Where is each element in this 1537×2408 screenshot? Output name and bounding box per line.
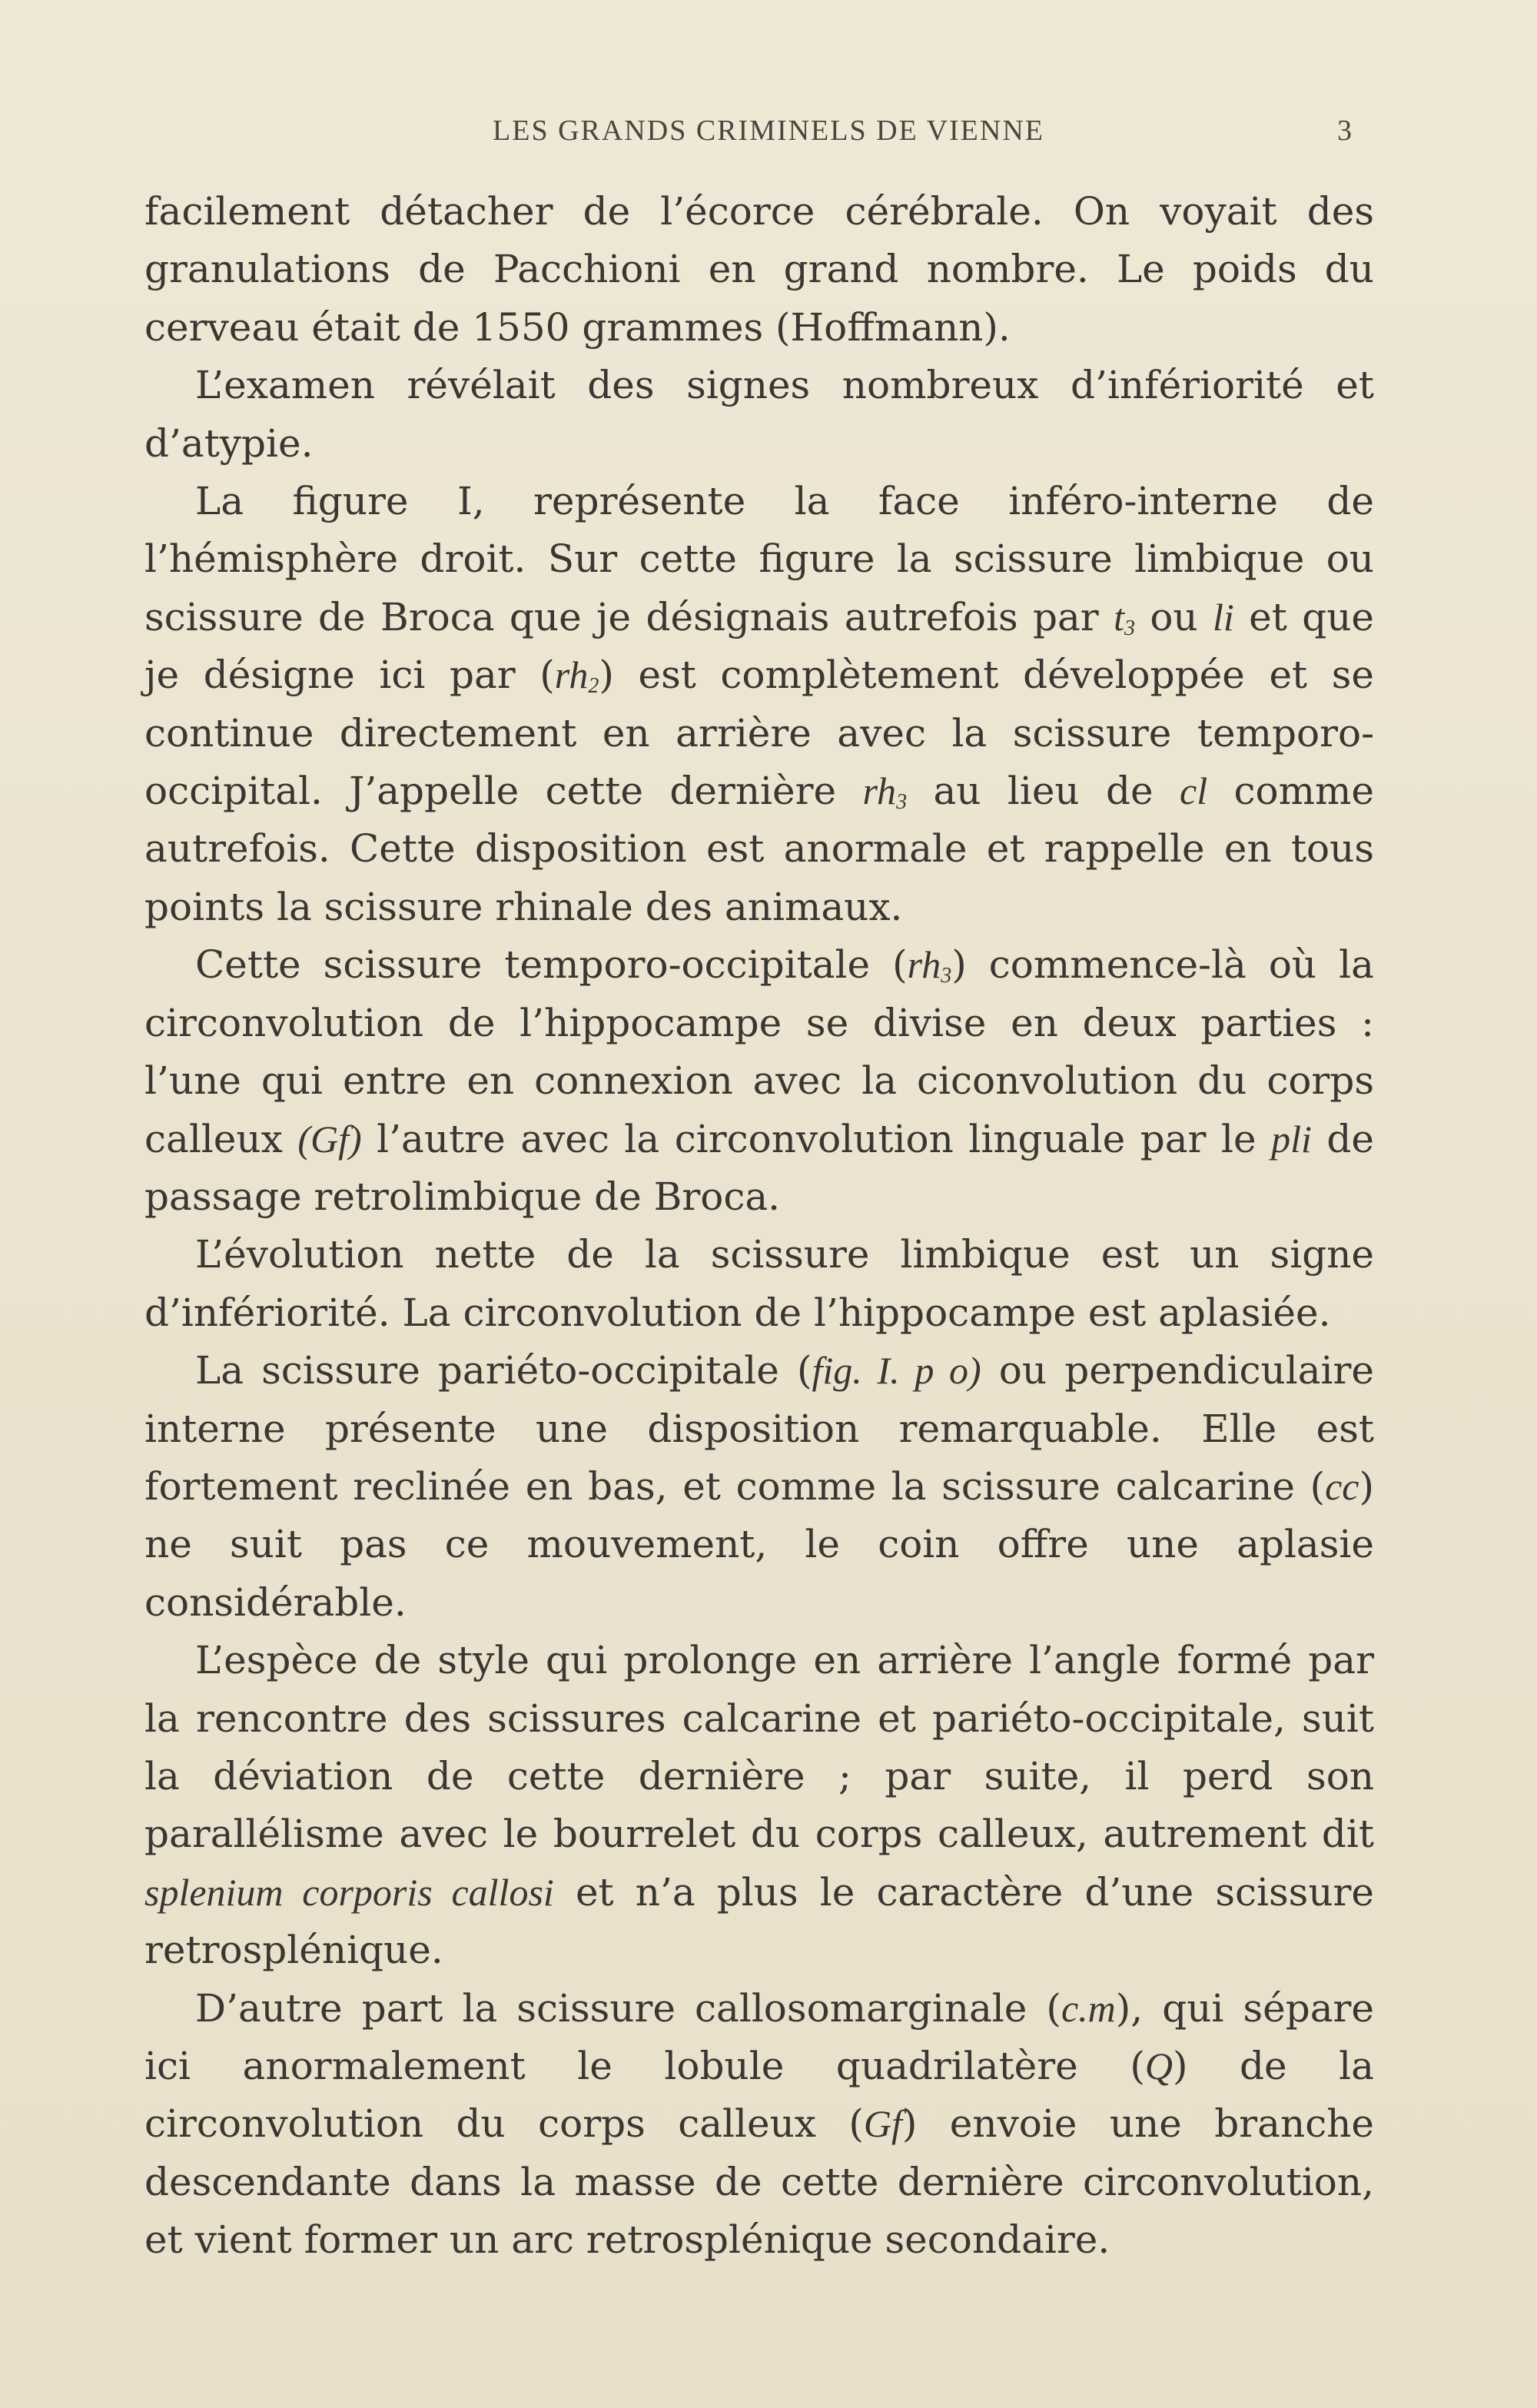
label-gf: Gf — [863, 2102, 902, 2146]
paragraph-7 — [144, 1632, 1374, 1979]
text-run: ) ne suit pas ce mouvement, le coin offre une aplasie considérable. — [144, 1463, 1374, 1625]
text-run: D’autre part la scissure callosomarginale ( — [195, 1985, 1061, 2031]
label-cc: cc — [1325, 1464, 1359, 1508]
paragraph-1: facilement détacher de l’écorce cérébrale. On voyait des granulations de Pacchioni en grand nombre. Le poids du cerveau était de 1550 grammes (Hoffmann). — [144, 189, 1374, 350]
text-run: ) envoie une branche descendante dans la masse de cette dernière circonvolution, et vient former un arc retrosplénique secondaire. — [144, 2101, 1374, 2263]
paragraph-3 — [144, 473, 1374, 936]
label-t3: $t_3$ — [1114, 595, 1135, 640]
paragraph-5: L’évolution nette de la scissure limbique est un signe d’infériorité. La circonvolution de l’hippocampe est aplasiée. — [144, 1232, 1374, 1335]
label-rh2: $rh_2$ — [554, 653, 599, 699]
paragraph-6 — [144, 1342, 1374, 1632]
text-run: ) est complètement développée et se continue directement en arrière avec la scissure temporo-occipital. J’appelle cette dernière — [144, 653, 1374, 814]
latin-term: splenium corporis callosi — [144, 1870, 554, 1914]
label-fig-po: fig. I. p o) — [812, 1349, 981, 1393]
text-run: et n’a plus le caractère d’une scissure retrosplénique. — [144, 1869, 1375, 1973]
label-cm: c.m — [1061, 1986, 1116, 2030]
page-number: 3 — [1337, 115, 1352, 147]
label-pli: pli — [1271, 1117, 1312, 1161]
paragraph-8 — [144, 1980, 1374, 2270]
text-run: Cette scissure temporo-occipitale ( — [195, 942, 908, 988]
text-run: ) de la circonvolution du corps calleux ( — [144, 2044, 1374, 2147]
label-gf: (Gf) — [297, 1117, 362, 1161]
text-run: L’espèce de style qui prolonge en arrière l’angle formé par la rencontre des scissures calcarine et pariéto-occipitale, suit la déviation de cette dernière ; par suite, il perd son parallélisme avec le bourrelet du corps calleux, autrement dit — [144, 1638, 1374, 1857]
label-rh3: $rh_3$ — [862, 769, 908, 815]
text-run: La scissure pariéto-occipitale ( — [195, 1348, 812, 1393]
body-text — [144, 183, 1374, 2270]
paragraph-2: L’examen révélait des signes nombreux d’infériorité et d’atypie. — [144, 363, 1374, 466]
text-run: au lieu de — [907, 769, 1180, 814]
paragraph-4 — [144, 936, 1374, 1226]
text-run: ) commence-là où la circonvolution de l’hippocampe se divise en deux parties : l’une qui entre en connexion avec la ciconvolution du corps calleux — [144, 942, 1374, 1161]
text-run: de passage retrolimbique de Broca. — [144, 1116, 1374, 1219]
label-q: Q — [1144, 2044, 1173, 2087]
text-run: comme autrefois. Cette disposition est anormale et rappelle en tous points la scissure rhinale des animaux. — [144, 769, 1374, 929]
text-run: ou perpendiculaire interne présente une disposition remarquable. Elle est fortement reclinée en bas, et comme la scissure calcarine ( — [144, 1348, 1374, 1509]
label-rh3: $rh_3$ — [907, 943, 952, 988]
label-li: li — [1213, 595, 1234, 639]
running-title: LES GRANDS CRIMINELS DE VIENNE — [493, 115, 1044, 147]
label-cl: cl — [1180, 769, 1208, 813]
text-run: ), qui sépare ici anormalement le lobule quadrilatère ( — [144, 1985, 1375, 2088]
text-run: ou — [1134, 594, 1213, 639]
text-run: l’autre avec la circonvolution linguale par le — [361, 1116, 1272, 1161]
running-head — [0, 114, 1537, 160]
text-run: et que je désigne ici par ( — [144, 594, 1374, 698]
text-run: La figure I, représente la face inféro-interne de l’hémisphère droit. Sur cette figure la scissure limbique ou scissure de Broca que je désignais autrefois par — [144, 479, 1374, 639]
